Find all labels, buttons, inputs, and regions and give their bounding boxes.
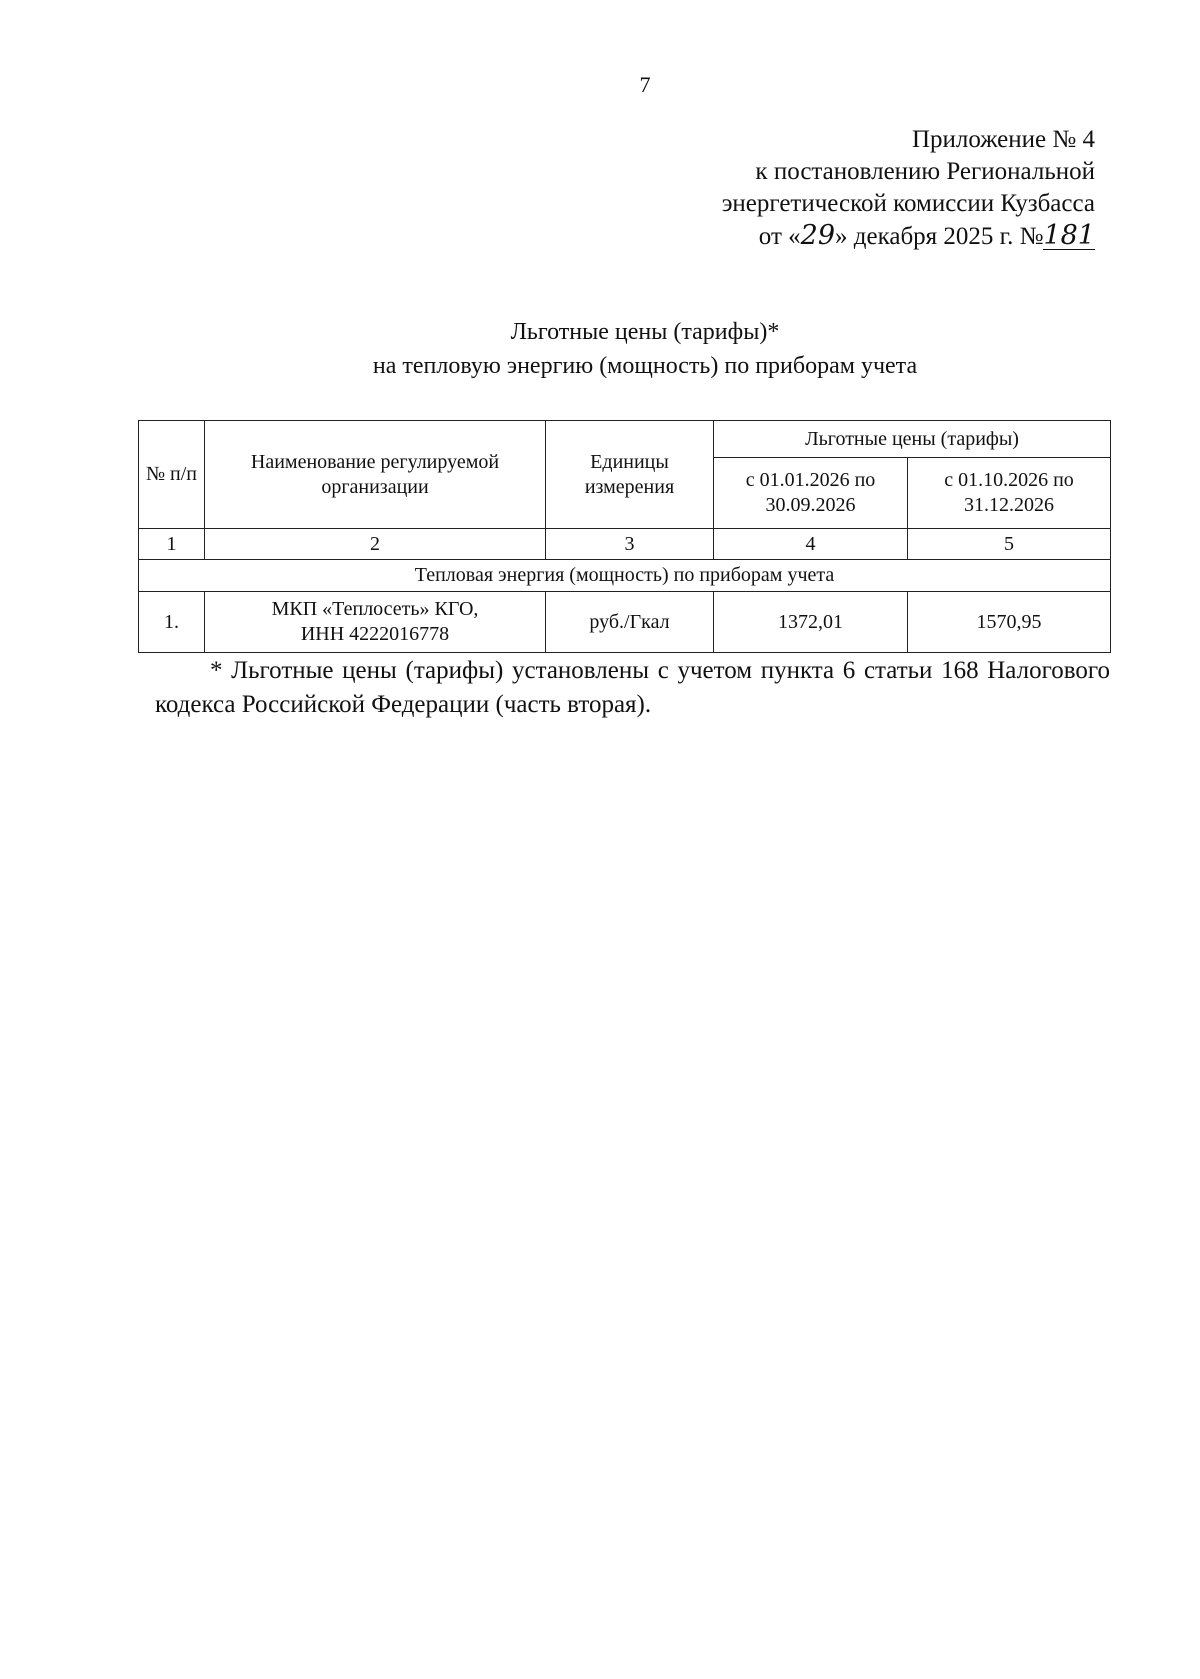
organization-name: МКП «Теплосеть» КГО, [271, 598, 479, 620]
document-title-line2: на тепловую энергию (мощность) по приборам учета [372, 353, 918, 379]
table-header-row [139, 421, 1111, 458]
row-num: 1. [139, 592, 205, 653]
header-prices-group: Льготные цены (тарифы) [714, 421, 1111, 458]
row-price-period-2: 1570,95 [908, 592, 1111, 653]
page-number: 7 [639, 72, 651, 97]
tariff-table [138, 420, 1111, 653]
section-title: Тепловая энергия (мощность) по приборам учета [139, 560, 1111, 592]
table-row [139, 592, 1111, 653]
document-title [0, 315, 1200, 383]
date-prefix: от « [758, 223, 801, 250]
row-price-period-1: 1372,01 [714, 592, 908, 653]
footnote: * Льготные цены (тарифы) установлены с учетом пункта 6 статьи 168 Налогового кодекса Российской Федерации (часть вторая). [155, 657, 1110, 718]
row-unit: руб./Гкал [546, 592, 714, 653]
header-organization: Наименование регулируемой организации [205, 421, 546, 529]
date-middle: » декабря 2025 г. № [835, 223, 1044, 250]
handwritten-document-number: 181 [1043, 220, 1095, 251]
appendix-resolution-ref: к постановлению Региональной [755, 158, 1095, 185]
handwritten-day: 29 [800, 220, 836, 251]
column-index: 2 [205, 529, 546, 560]
column-index: 3 [546, 529, 714, 560]
header-num: № п/п [139, 421, 205, 529]
appendix-commission: энергетической комиссии Кузбасса [721, 190, 1095, 217]
column-index: 1 [139, 529, 205, 560]
header-period-2: с 01.10.2026 по 31.12.2026 [908, 458, 1111, 529]
header-unit: Единицы измерения [546, 421, 714, 529]
organization-inn: ИНН 4222016778 [300, 623, 450, 645]
header-period-1: с 01.01.2026 по 30.09.2026 [714, 458, 908, 529]
document-title-line1: Льготные цены (тарифы)* [510, 319, 780, 345]
column-index: 4 [714, 529, 908, 560]
table-section-row [139, 560, 1111, 592]
table-column-index-row [139, 529, 1111, 560]
appendix-header [722, 124, 1095, 253]
column-index: 5 [908, 529, 1111, 560]
appendix-title: Приложение № 4 [911, 126, 1095, 153]
appendix-date-line [722, 220, 1095, 253]
row-organization [205, 592, 546, 653]
